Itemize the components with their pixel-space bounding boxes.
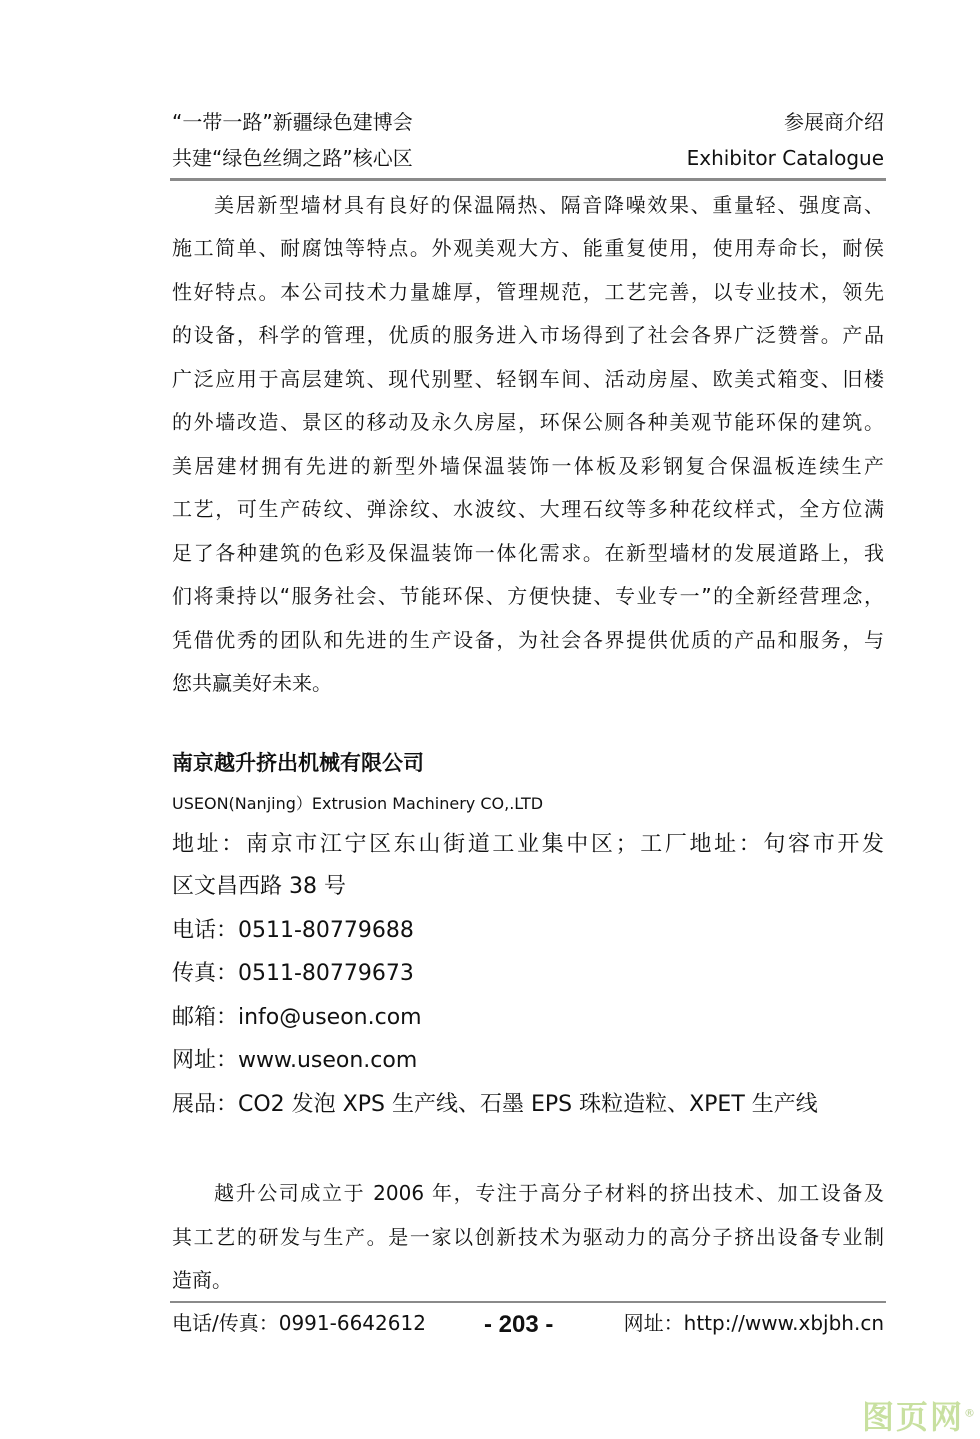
company-fax: 传真：0511-80779673 [172, 961, 414, 986]
paragraph1-line: 广泛应用于高层建筑、现代别墅、轻钢车间、活动房屋、欧美式箱变、旧楼 [172, 367, 884, 391]
paragraph2-line: 其工艺的研发与生产。是一家以创新技术为驱动力的高分子挤出设备专业制 [172, 1225, 884, 1249]
company-address-line2: 区文昌西路 38 号 [172, 874, 346, 899]
company-website: 网址：www.useon.com [172, 1048, 418, 1073]
watermark-text: 图页网 [862, 1398, 965, 1436]
company-name-en: USEON(Nanjing）Extrusion Machinery CO,.LTD [172, 794, 544, 813]
company-email: 邮箱：info@useon.com [172, 1005, 422, 1030]
footer-phone: 电话/传真：0991-6642612 [172, 1311, 426, 1335]
paragraph1-line: 的外墙改造、景区的移动及永久房屋，环保公厕各种美观节能环保的建筑。 [172, 410, 884, 434]
header-right-line2: Exhibitor Catalogue [686, 146, 884, 170]
company-exhibits: 展品：CO2 发泡 XPS 生产线、石墨 EPS 珠粒造粒、XPET 生产线 [172, 1092, 818, 1117]
footer-website: 网址：http://www.xbjbh.cn [623, 1311, 884, 1335]
paragraph1-line: 们将秉持以“服务社会、节能环保、方便快捷、专业专一”的全新经营理念， [172, 584, 884, 608]
header-right-line1: 参展商介绍 [784, 110, 884, 134]
header-divider [170, 178, 886, 181]
paragraph1-line: 您共赢美好未来。 [172, 671, 332, 695]
paragraph1-line: 的设备，科学的管理，优质的服务进入市场得到了社会各界广泛赞誉。产品 [172, 323, 884, 347]
header-left-line2: 共建“绿色丝绸之路”核心区 [172, 146, 413, 170]
watermark-logo [862, 1392, 977, 1438]
company-phone: 电话：0511-80779688 [172, 918, 414, 943]
paragraph1-line: 施工简单、耐腐蚀等特点。外观美观大方、能重复使用，使用寿命长，耐侯 [172, 236, 884, 260]
paragraph1-line: 凭借优秀的团队和先进的生产设备，为社会各界提供优质的产品和服务，与 [172, 628, 884, 652]
company-address-line1: 地址：南京市江宁区东山街道工业集中区；工厂地址：句容市开发 [172, 832, 884, 857]
company-name-cn: 南京越升挤出机械有限公司 [172, 751, 424, 775]
paragraph1-line: 工艺，可生产砖纹、弹涂纹、水波纹、大理石纹等多种花纹样式，全方位满 [172, 497, 884, 521]
footer-divider [170, 1301, 886, 1303]
paragraph2-line: 造商。 [172, 1268, 232, 1292]
paragraph1-line: 性好特点。本公司技术力量雄厚，管理规范，工艺完善，以专业技术，领先 [172, 280, 884, 304]
paragraph1-line: 美居建材拥有先进的新型外墙保温装饰一体板及彩钢复合保温板连续生产 [172, 454, 884, 478]
registered-mark: ® [964, 1406, 978, 1420]
paragraph1-line: 美居新型墙材具有良好的保温隔热、隔音降噪效果、重量轻、强度高、 [214, 193, 884, 217]
paragraph1-line: 足了各种建筑的色彩及保温装饰一体化需求。在新型墙材的发展道路上，我 [172, 541, 884, 565]
header-left-line1: “一带一路”新疆绿色建博会 [172, 110, 413, 134]
page-number: - 203 - [484, 1311, 554, 1338]
paragraph2-line: 越升公司成立于 2006 年，专注于高分子材料的挤出技术、加工设备及 [214, 1181, 884, 1205]
